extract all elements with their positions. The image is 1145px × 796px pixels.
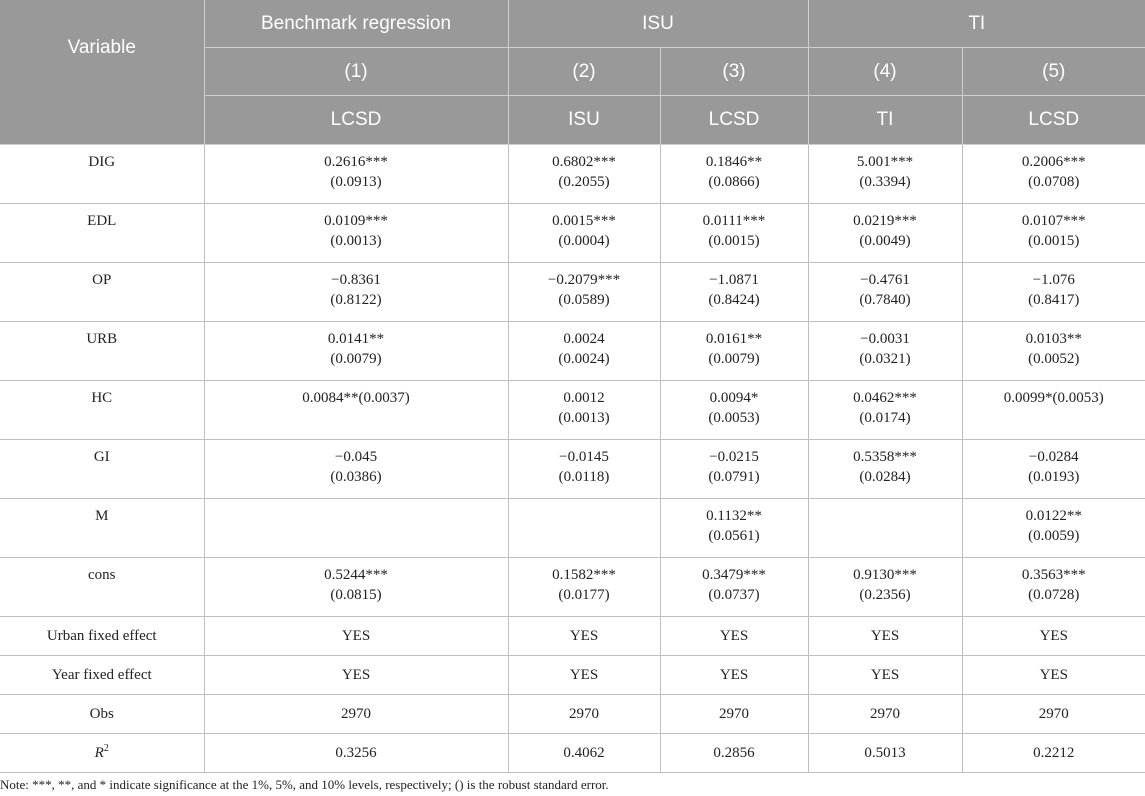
group-header-benchmark: Benchmark regression bbox=[204, 0, 508, 48]
coefficient-value: 0.6802*** bbox=[552, 154, 616, 170]
standard-error: (0.0737) bbox=[708, 587, 760, 603]
row-label-r2 bbox=[0, 734, 204, 773]
coefficient-value: −0.0031 bbox=[860, 331, 910, 347]
value-cell: 2970 bbox=[962, 695, 1145, 734]
coefficient-cell bbox=[508, 558, 660, 617]
coefficient-cell bbox=[204, 440, 508, 499]
coefficient-value: 0.0462*** bbox=[853, 390, 917, 406]
dependent-header: LCSD bbox=[660, 96, 808, 145]
coefficient-value: 0.0111*** bbox=[702, 213, 766, 229]
model-header: (2) bbox=[508, 48, 660, 96]
coefficient-value: 0.3563*** bbox=[1021, 567, 1086, 583]
standard-error: (0.0059) bbox=[1028, 528, 1080, 544]
value-cell: YES bbox=[508, 617, 660, 656]
standard-error: (0.0118) bbox=[558, 469, 610, 485]
row-label: DIG bbox=[0, 145, 204, 204]
standard-error: (0.8424) bbox=[708, 292, 760, 308]
coefficient-cell bbox=[204, 381, 508, 440]
value-cell: 0.4062 bbox=[508, 734, 660, 773]
table-row bbox=[0, 734, 1145, 773]
coefficient-cell bbox=[808, 204, 962, 263]
coefficient-value: 0.0109*** bbox=[324, 213, 388, 229]
coefficient-value: −0.2079*** bbox=[547, 272, 621, 288]
coefficient-value: 0.0103** bbox=[1025, 331, 1082, 347]
coefficient-cell bbox=[204, 204, 508, 263]
model-header: (3) bbox=[660, 48, 808, 96]
coefficient-cell bbox=[660, 263, 808, 322]
standard-error: (0.0728) bbox=[1028, 587, 1080, 603]
value-cell: YES bbox=[808, 617, 962, 656]
coefficient-cell bbox=[508, 440, 660, 499]
model-header: (4) bbox=[808, 48, 962, 96]
standard-error: (0.0013) bbox=[330, 233, 382, 249]
table-header bbox=[0, 0, 1145, 145]
row-label: EDL bbox=[0, 204, 204, 263]
coefficient-cell bbox=[508, 381, 660, 440]
coefficient-value: 0.0099*(0.0053) bbox=[1003, 390, 1104, 406]
standard-error: (0.0079) bbox=[330, 351, 382, 367]
standard-error: (0.8122) bbox=[330, 292, 382, 308]
row-label: GI bbox=[0, 440, 204, 499]
coefficient-value: −0.0284 bbox=[1028, 449, 1079, 465]
coefficient-cell bbox=[808, 381, 962, 440]
coefficient-cell bbox=[508, 499, 660, 558]
coefficient-cell bbox=[508, 145, 660, 204]
coefficient-cell bbox=[660, 440, 808, 499]
standard-error: (0.0015) bbox=[1028, 233, 1080, 249]
coefficient-cell bbox=[808, 440, 962, 499]
header-blank-cell bbox=[0, 96, 204, 145]
row-label: HC bbox=[0, 381, 204, 440]
standard-error: (0.0321) bbox=[859, 351, 911, 367]
coefficient-value: 0.0024 bbox=[563, 331, 605, 347]
standard-error: (0.7840) bbox=[859, 292, 911, 308]
coefficient-cell bbox=[962, 145, 1145, 204]
value-cell: YES bbox=[204, 656, 508, 695]
dependent-header: LCSD bbox=[204, 96, 508, 145]
standard-error: (0.0004) bbox=[558, 233, 610, 249]
table-row bbox=[0, 695, 1145, 734]
standard-error: (0.2055) bbox=[558, 174, 610, 190]
value-cell: 2970 bbox=[660, 695, 808, 734]
value-cell: YES bbox=[204, 617, 508, 656]
coefficient-cell bbox=[962, 381, 1145, 440]
coefficient-value: 0.0094* bbox=[709, 390, 759, 406]
coefficient-cell bbox=[508, 263, 660, 322]
coefficient-cell bbox=[660, 145, 808, 204]
coefficient-cell bbox=[204, 322, 508, 381]
coefficient-value: −1.076 bbox=[1032, 272, 1075, 288]
standard-error: (0.0866) bbox=[708, 174, 760, 190]
table-row bbox=[0, 322, 1145, 381]
coefficient-value: 0.0122** bbox=[1025, 508, 1082, 524]
model-header: (5) bbox=[962, 48, 1145, 96]
standard-error: (0.0561) bbox=[708, 528, 760, 544]
dependent-header: ISU bbox=[508, 96, 660, 145]
standard-error: (0.0015) bbox=[708, 233, 760, 249]
table-note: Note: ***, **, and * indicate significance at the 1%, 5%, and 10% levels, respectively; () is the robust standard error. bbox=[0, 777, 609, 792]
standard-error: (0.0791) bbox=[708, 469, 760, 485]
value-cell: 0.3256 bbox=[204, 734, 508, 773]
row-label: URB bbox=[0, 322, 204, 381]
coefficient-cell bbox=[204, 263, 508, 322]
row-label: M bbox=[0, 499, 204, 558]
coefficient-cell bbox=[808, 322, 962, 381]
standard-error: (0.3394) bbox=[859, 174, 911, 190]
group-header-ti: TI bbox=[808, 0, 1145, 48]
standard-error: (0.0708) bbox=[1028, 174, 1080, 190]
coefficient-cell bbox=[962, 263, 1145, 322]
value-cell: 0.5013 bbox=[808, 734, 962, 773]
coefficient-value: −0.0145 bbox=[559, 449, 609, 465]
dependent-header: TI bbox=[808, 96, 962, 145]
table-row bbox=[0, 656, 1145, 695]
standard-error: (0.0024) bbox=[558, 351, 610, 367]
coefficient-value: 0.2616*** bbox=[324, 154, 388, 170]
row-label: OP bbox=[0, 263, 204, 322]
row-label: Obs bbox=[0, 695, 204, 734]
table-row bbox=[0, 440, 1145, 499]
standard-error: (0.0079) bbox=[708, 351, 760, 367]
coefficient-value: 0.1582*** bbox=[552, 567, 616, 583]
value-cell: YES bbox=[660, 617, 808, 656]
value-cell: YES bbox=[962, 656, 1145, 695]
coefficient-value: 0.0219*** bbox=[853, 213, 917, 229]
table-body bbox=[0, 145, 1145, 773]
group-header-isu: ISU bbox=[508, 0, 808, 48]
table-row bbox=[0, 145, 1145, 204]
row-label: Year fixed effect bbox=[0, 656, 204, 695]
standard-error: (0.0386) bbox=[330, 469, 382, 485]
coefficient-value: 0.1132** bbox=[706, 508, 762, 524]
value-cell: YES bbox=[808, 656, 962, 695]
standard-error: (0.0177) bbox=[558, 587, 610, 603]
standard-error: (0.0589) bbox=[558, 292, 610, 308]
value-cell: YES bbox=[962, 617, 1145, 656]
coefficient-cell bbox=[808, 263, 962, 322]
value-cell: 2970 bbox=[808, 695, 962, 734]
coefficient-value: −0.045 bbox=[334, 449, 378, 465]
standard-error: (0.0052) bbox=[1028, 351, 1080, 367]
standard-error: (0.0053) bbox=[708, 410, 760, 426]
standard-error: (0.0013) bbox=[558, 410, 610, 426]
row-label: cons bbox=[0, 558, 204, 617]
coefficient-cell bbox=[204, 145, 508, 204]
coefficient-value: 0.0107*** bbox=[1021, 213, 1086, 229]
variable-header: Variable bbox=[0, 0, 204, 96]
coefficient-value: −0.4761 bbox=[860, 272, 910, 288]
coefficient-cell bbox=[962, 558, 1145, 617]
coefficient-cell bbox=[660, 381, 808, 440]
coefficient-cell bbox=[962, 204, 1145, 263]
table-row bbox=[0, 499, 1145, 558]
value-cell: 0.2212 bbox=[962, 734, 1145, 773]
standard-error: (0.0049) bbox=[859, 233, 911, 249]
value-cell: 2970 bbox=[204, 695, 508, 734]
table-row bbox=[0, 263, 1145, 322]
coefficient-value: 0.0141** bbox=[327, 331, 385, 347]
standard-error: (0.0193) bbox=[1028, 469, 1080, 485]
coefficient-cell bbox=[660, 204, 808, 263]
coefficient-cell bbox=[962, 440, 1145, 499]
table-row bbox=[0, 381, 1145, 440]
coefficient-cell bbox=[508, 204, 660, 263]
standard-error: (0.0284) bbox=[859, 469, 911, 485]
coefficient-value: −0.8361 bbox=[331, 272, 381, 288]
coefficient-value: −0.0215 bbox=[709, 449, 759, 465]
standard-error: (0.8417) bbox=[1028, 292, 1080, 308]
coefficient-value: 5.001*** bbox=[856, 154, 914, 170]
coefficient-value: 0.9130*** bbox=[853, 567, 917, 583]
coefficient-cell bbox=[204, 558, 508, 617]
coefficient-cell bbox=[808, 558, 962, 617]
coefficient-value: 0.0161** bbox=[705, 331, 763, 347]
coefficient-value: 0.0015*** bbox=[552, 213, 616, 229]
coefficient-value: 0.3479*** bbox=[702, 567, 766, 583]
coefficient-value: 0.0012 bbox=[563, 390, 605, 406]
coefficient-cell bbox=[204, 499, 508, 558]
row-label: Urban fixed effect bbox=[0, 617, 204, 656]
coefficient-cell bbox=[808, 145, 962, 204]
coefficient-cell bbox=[660, 558, 808, 617]
value-cell: 2970 bbox=[508, 695, 660, 734]
coefficient-cell bbox=[962, 499, 1145, 558]
r2-superscript: 2 bbox=[103, 743, 109, 754]
value-cell: YES bbox=[660, 656, 808, 695]
standard-error: (0.0815) bbox=[330, 587, 382, 603]
table-row bbox=[0, 204, 1145, 263]
coefficient-value: 0.5244*** bbox=[324, 567, 388, 583]
coefficient-value: 0.2006*** bbox=[1021, 154, 1086, 170]
dependent-header: LCSD bbox=[962, 96, 1145, 145]
coefficient-value: 0.0084**(0.0037) bbox=[302, 390, 410, 406]
table-row bbox=[0, 617, 1145, 656]
table-row bbox=[0, 558, 1145, 617]
coefficient-cell bbox=[660, 322, 808, 381]
model-header: (1) bbox=[204, 48, 508, 96]
value-cell: YES bbox=[508, 656, 660, 695]
standard-error: (0.2356) bbox=[859, 587, 911, 603]
coefficient-cell bbox=[808, 499, 962, 558]
standard-error: (0.0174) bbox=[859, 410, 911, 426]
r2-base: R bbox=[94, 745, 104, 761]
coefficient-value: 0.1846** bbox=[705, 154, 763, 170]
coefficient-cell bbox=[508, 322, 660, 381]
coefficient-value: −1.0871 bbox=[709, 272, 759, 288]
coefficient-value: 0.5358*** bbox=[853, 449, 917, 465]
value-cell: 0.2856 bbox=[660, 734, 808, 773]
standard-error: (0.0913) bbox=[330, 174, 382, 190]
coefficient-cell bbox=[660, 499, 808, 558]
coefficient-cell bbox=[962, 322, 1145, 381]
